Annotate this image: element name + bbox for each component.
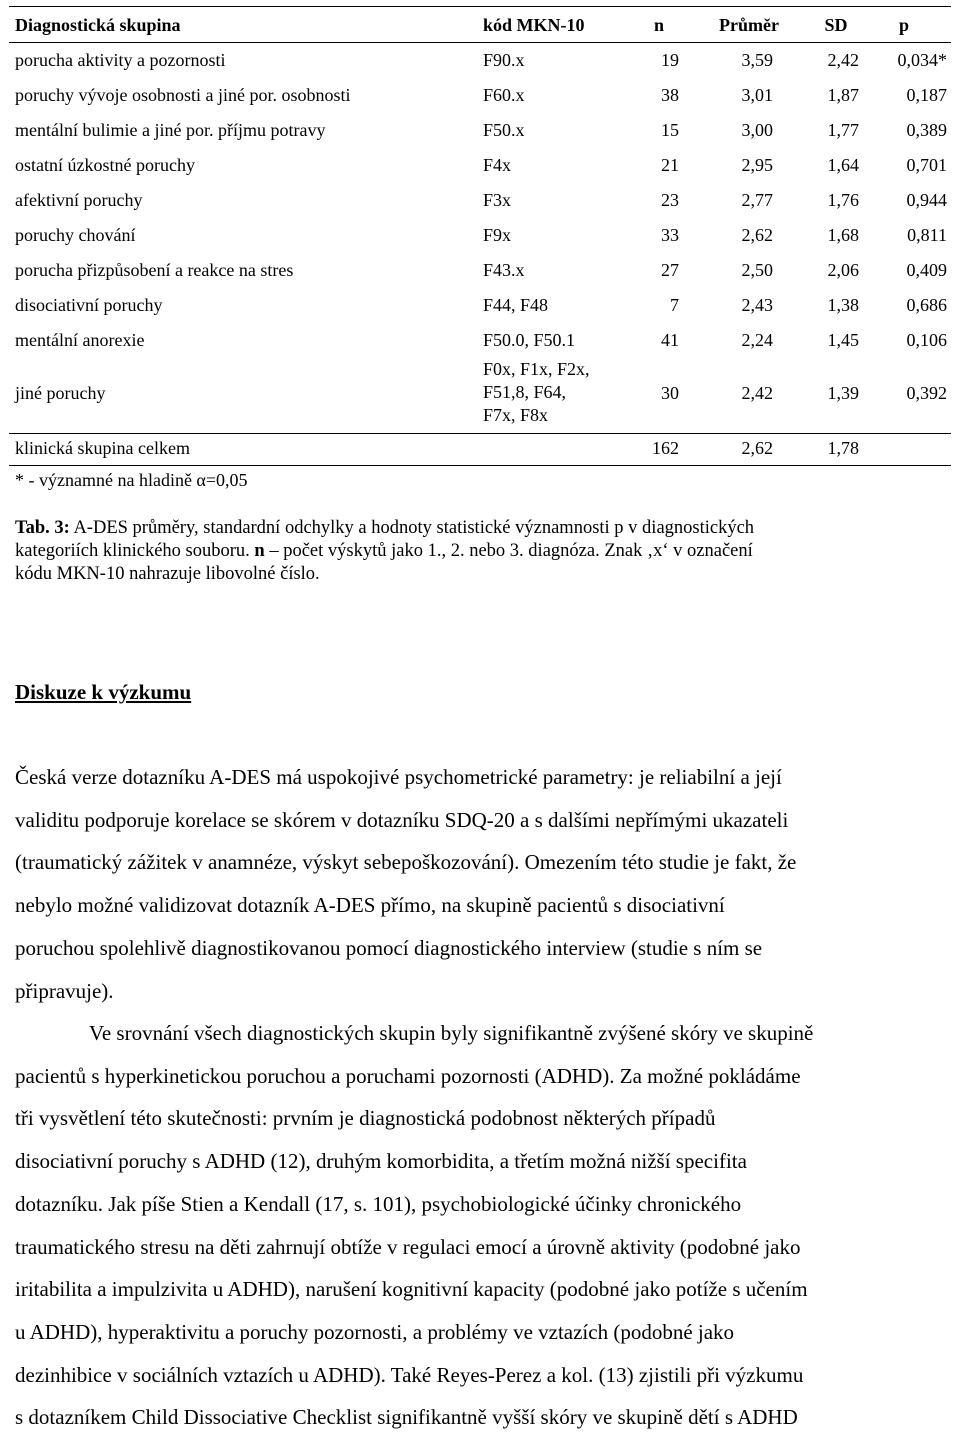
text-line: iritabilita a impulzivita u ADHD), narušení kognitivní kapacity (podobné jako potíže s učením: [15, 1277, 808, 1302]
header-group: Diagnostická skupina: [15, 15, 181, 35]
table-bottom-rule: [9, 465, 951, 466]
text-line: s dotazníkem Child Dissociative Checklist signifikantně vyšší skóry ve skupině dětí s ADHD: [15, 1405, 798, 1430]
cell-p: 0,187: [906, 85, 947, 105]
text-line: Ve srovnání všech diagnostických skupin byly signifikantně zvýšené skóry ve skupině: [89, 1021, 814, 1045]
cell-group: klinická skupina celkem: [15, 438, 190, 458]
cell-code: F44, F48: [483, 295, 549, 315]
cell-p: 0,811: [907, 225, 947, 245]
cell-n: 38: [661, 85, 679, 105]
header-p: p: [898, 15, 909, 35]
header-sd: SD: [824, 15, 848, 35]
cell-sd: 1,64: [827, 155, 859, 175]
cell-n: 15: [661, 120, 679, 140]
paragraph-1: [15, 756, 945, 1012]
cell-mean: 2,42: [741, 383, 773, 403]
cell-group: poruchy chování: [15, 225, 136, 245]
table-caption: [15, 517, 945, 586]
cell-n: 21: [661, 155, 679, 175]
cell-sd: 1,87: [827, 85, 859, 105]
text-line: (traumatický zážitek v anamnéze, výskyt sebepoškozování). Omezením této studie je fakt, že: [15, 850, 797, 875]
header-n: n: [653, 15, 664, 35]
cell-sd: 1,39: [827, 383, 859, 403]
caption-line2b: – počet výskytů jako 1., 2. nebo 3. diagnóza. Znak ‚x‘ v označení: [264, 541, 753, 561]
cell-code: F9x: [483, 225, 512, 245]
cell-group: poruchy vývoje osobnosti a jiné por. osobnosti: [15, 85, 351, 105]
cell-mean: 2,95: [741, 155, 773, 175]
cell-code-line: F7x, F8x: [483, 405, 549, 425]
cell-n: 33: [661, 225, 679, 245]
cell-sd: 2,42: [827, 50, 859, 70]
cell-p: 0,392: [906, 383, 947, 403]
cell-mean: 2,62: [741, 225, 773, 245]
cell-sd: 2,06: [827, 260, 859, 280]
cell-code-line: F0x, F1x, F2x,: [483, 359, 590, 379]
section-heading: Diskuze k výzkumu: [15, 680, 192, 704]
cell-n: 19: [661, 50, 679, 70]
text-line: validitu podporuje korelace se skórem v dotazníku SDQ-20 a s dalšími nepřímými ukazateli: [15, 807, 789, 832]
cell-p: 0,686: [906, 295, 947, 315]
cell-mean: 2,50: [741, 260, 773, 280]
cell-group: porucha přizpůsobení a reakce na stres: [15, 260, 294, 280]
cell-p: 0,034*: [897, 50, 947, 70]
caption-line2a: kategoriích klinického souboru.: [15, 541, 255, 561]
table-top-rule: [9, 6, 951, 7]
caption-line3: kódu MKN-10 nahrazuje libovolné číslo.: [15, 564, 320, 584]
text-line: nebylo možné validizovat dotazník A-DES přímo, na skupině pacientů s disociativní: [15, 893, 725, 918]
text-line: poruchou spolehlivě diagnostikovanou pomocí diagnostického interview (studie s ním se: [15, 935, 763, 960]
header-mean: Průměr: [719, 15, 779, 35]
text-line: u ADHD), hyperaktivitu a poruchy pozornosti, a problémy ve vztazích (podobné jako: [15, 1319, 735, 1344]
cell-mean: 2,43: [741, 295, 773, 315]
caption-label: Tab. 3:: [15, 518, 70, 538]
cell-n: 7: [670, 295, 679, 315]
cell-code: F3x: [483, 190, 512, 210]
cell-group: disociativní poruchy: [15, 295, 163, 315]
text-line: tři vysvětlení této skutečnosti: prvním je diagnostická podobnost některých případů: [15, 1106, 716, 1131]
cell-n: 27: [661, 260, 679, 280]
cell-code-line: F51,8, F64,: [483, 382, 567, 402]
header-code: kód MKN-10: [483, 15, 585, 35]
cell-group: porucha aktivity a pozornosti: [15, 50, 226, 70]
text-line: pacientů s hyperkinetickou poruchou a poruchami pozornosti (ADHD). Za možné pokládáme: [15, 1063, 801, 1088]
cell-p: 0,409: [906, 260, 947, 280]
table-header-rule: [9, 42, 951, 43]
cell-group: mentální anorexie: [15, 330, 145, 350]
cell-code: F90.x: [483, 50, 525, 70]
cell-mean: 3,01: [741, 85, 773, 105]
table-total-rule: [9, 433, 951, 434]
cell-n: 41: [661, 330, 679, 350]
cell-mean: 3,00: [741, 120, 773, 140]
cell-sd: 1,78: [827, 438, 859, 458]
cell-code: F43.x: [483, 260, 525, 280]
cell-n: 30: [661, 383, 679, 403]
cell-sd: 1,68: [827, 225, 859, 245]
table-row-other: [9, 358, 951, 430]
cell-group: ostatní úzkostné poruchy: [15, 155, 195, 175]
text-line: připravuje).: [15, 978, 114, 1003]
paragraph-2: [15, 1012, 945, 1439]
cell-mean: 2,24: [741, 330, 773, 350]
cell-sd: 1,38: [827, 295, 859, 315]
cell-n: 23: [661, 190, 679, 210]
cell-p: 0,106: [906, 330, 947, 350]
cell-n: 162: [652, 438, 679, 458]
footnote-text: * - významné na hladině α=0,05: [15, 470, 248, 490]
text-line: disociativní poruchy s ADHD (12), druhým komorbidita, a třetím možná nižší specifita: [15, 1149, 747, 1174]
cell-code: F60.x: [483, 85, 525, 105]
cell-group: jiné poruchy: [15, 383, 106, 403]
cell-code: F50.0, F50.1: [483, 330, 576, 350]
cell-sd: 1,76: [827, 190, 859, 210]
text-line: dotazníku. Jak píše Stien a Kendall (17, s. 101), psychobiologické účinky chronického: [15, 1191, 742, 1216]
cell-group: mentální bulimie a jiné por. příjmu potravy: [15, 120, 326, 140]
cell-p: 0,701: [906, 155, 947, 175]
cell-code: F4x: [483, 155, 512, 175]
cell-group: afektivní poruchy: [15, 190, 143, 210]
text-line: dezinhibice v sociálních vztazích u ADHD). Také Reyes-Perez a kol. (13) zjistili při výzkumu: [15, 1362, 804, 1387]
cell-sd: 1,77: [827, 120, 859, 140]
cell-mean: 2,62: [741, 438, 773, 458]
caption-n: n: [254, 541, 265, 561]
caption-line1: A-DES průměry, standardní odchylky a hodnoty statistické významnosti p v diagnostických: [69, 518, 755, 538]
text-line: Česká verze dotazníku A-DES má uspokojivé psychometrické parametry: je reliabilní a její: [15, 765, 782, 789]
cell-mean: 3,59: [741, 50, 773, 70]
cell-mean: 2,77: [741, 190, 773, 210]
cell-p: 0,944: [906, 190, 947, 210]
cell-code: F50.x: [483, 120, 525, 140]
cell-sd: 1,45: [827, 330, 859, 350]
text-line: traumatického stresu na děti zahrnují obtíže v regulaci emocí a úrovně aktivity (podobné jako: [15, 1234, 801, 1259]
cell-p: 0,389: [906, 120, 947, 140]
